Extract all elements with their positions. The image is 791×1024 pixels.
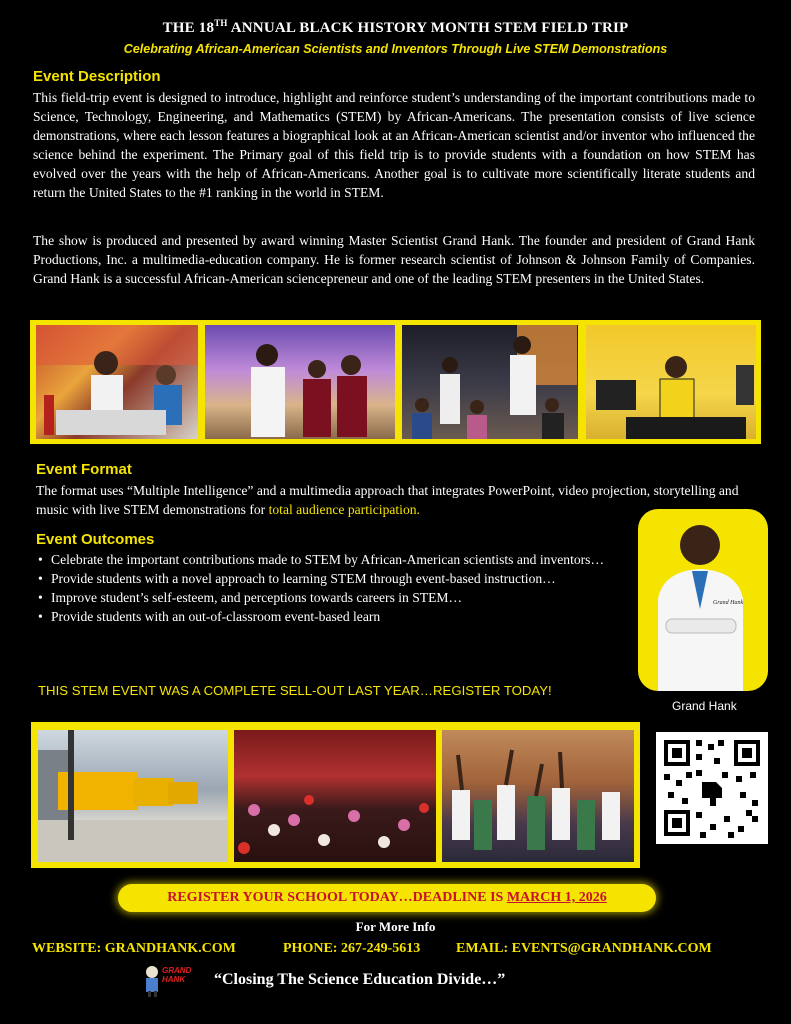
- raised-hands-illustration: [442, 730, 634, 862]
- photo-dj-booth: [586, 325, 756, 439]
- audience-participation-highlight: total audience participation.: [268, 502, 420, 517]
- phone-link[interactable]: PHONE: 267-249-5613: [283, 941, 421, 956]
- more-info-label: For More Info: [355, 919, 436, 934]
- stage-illustration: [205, 325, 395, 439]
- event-format-heading: Event Format: [36, 461, 132, 478]
- outcome-item: • Improve student’s self-esteem, and perceptions towards careers in STEM…: [36, 588, 616, 607]
- website-link[interactable]: WEBSITE: GRANDHANK.COM: [32, 941, 236, 956]
- email-link[interactable]: EMAIL: EVENTS@GRANDHANK.COM: [456, 941, 712, 956]
- tagline: “Closing The Science Education Divide…”: [214, 971, 506, 988]
- audience-illustration: [234, 730, 436, 862]
- grand-hank-logo: [140, 962, 192, 998]
- page-title: THE 18TH ANNUAL BLACK HISTORY MONTH STEM FIELD TRIP: [162, 18, 629, 36]
- science-demo-illustration: [36, 325, 198, 439]
- bottom-photo-strip: [31, 722, 640, 868]
- outcome-item: • Celebrate the important contributions made to STEM by African-American scientists and inventors…: [36, 550, 616, 569]
- event-description-paragraph: This field-trip event is designed to introduce, highlight and reinforce student’s understanding of the important contributions made to Science, Technology, Engineering, and Mathematics (STEM) by African-Americans. The presentation consists of live science demonstrations, where each lesson features a biographical look at an African-American scientist and/or inventor who influenced the science behind the experiment. The Primary goal of this field trip is to provide students with a foundation on how STEM has evolved over the years with the help of African-Americans. Another goal is to cultivate more scientifically literate students and return the United States to the #1 ranking in the world in STEM.: [33, 90, 755, 200]
- portrait-caption: Grand Hank: [672, 699, 737, 713]
- register-text: REGISTER YOUR SCHOOL TODAY…DEADLINE IS MARCH 1, 2026: [167, 890, 607, 905]
- photo-school-buses: [38, 730, 228, 862]
- outcomes-list: [36, 550, 616, 626]
- outcome-item: • Provide students with an out-of-classroom event-based learn: [36, 607, 616, 626]
- outcome-item: • Provide students with a novel approach to learning STEM through event-based instruction…: [36, 569, 616, 588]
- deadline-date: MARCH 1, 2026: [506, 890, 607, 905]
- photo-students-experiment: [402, 325, 578, 439]
- top-photo-strip: [30, 320, 761, 444]
- event-outcomes-heading: Event Outcomes: [36, 531, 155, 548]
- logo-text: GRAND HANK: [162, 966, 192, 984]
- students-illustration: [402, 325, 578, 439]
- photo-stage-presentation: [205, 325, 395, 439]
- event-description-heading: Event Description: [33, 68, 161, 85]
- grand-hank-portrait: [638, 509, 768, 691]
- page-subtitle: Celebrating African-American Scientists and Inventors Through Live STEM Demonstrations: [123, 42, 668, 56]
- qr-code-icon: [656, 732, 768, 844]
- register-banner[interactable]: [118, 884, 656, 912]
- photo-science-demo: [36, 325, 198, 439]
- event-format-text: The format uses “Multiple Intelligence” and a multimedia approach that integrates PowerPoint, video projection, storytelling and music with live STEM demonstrations for total audience participation.: [36, 483, 739, 517]
- qr-code[interactable]: [656, 732, 768, 844]
- portrait-illustration: [638, 509, 768, 691]
- buses-illustration: [38, 730, 228, 862]
- producer-paragraph: The show is produced and presented by award winning Master Scientist Grand Hank. The founder and president of Grand Hank Productions, Inc. a multimedia-education company. He is former research scientist of Johnson & Johnson Family of Companies. Grand Hank is a successful African-American sciencepreneur and one of the leading STEM presenters in the United States.: [33, 233, 755, 286]
- coat-badge: Grand Hank: [713, 600, 744, 606]
- dj-illustration: [586, 325, 756, 439]
- photo-theater-audience: [234, 730, 436, 862]
- sellout-banner: THIS STEM EVENT WAS A COMPLETE SELL-OUT LAST YEAR…REGISTER TODAY!: [38, 683, 552, 698]
- photo-raised-hands: [442, 730, 634, 862]
